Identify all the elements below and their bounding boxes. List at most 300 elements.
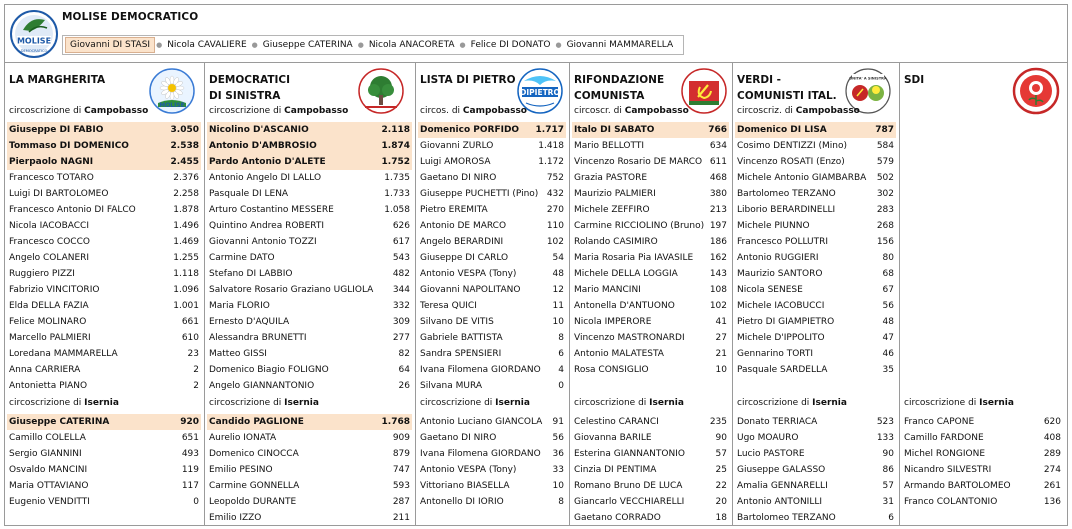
candidate-row [418,346,566,362]
candidate-row [418,478,566,494]
party-column-idv [416,63,570,526]
candidate-votes: 48 [552,269,564,279]
party-column-rc [570,63,733,526]
candidate-name: Elda DELLA FAZIA [9,301,89,311]
candidate-votes: 102 [546,237,564,247]
candidate-row [572,202,729,218]
candidate-votes: 57 [882,481,894,491]
candidate-name: Ivana Filomena GIORDANO [420,449,541,459]
candidate-row [735,138,896,154]
party-name-line: DEMOCRATICI [209,74,291,86]
oak-tree-logo-icon [357,67,405,115]
candidate-name: Domenico DI LISA [737,125,827,135]
candidate-votes: 261 [1043,481,1061,491]
candidate-row [418,330,566,346]
candidate-votes: 332 [392,301,410,311]
candidate-votes: 634 [709,141,727,151]
candidate-row [7,314,201,330]
candidate-row [207,250,412,266]
candidate-row [207,170,412,186]
candidate-row [735,314,896,330]
candidate-row [572,234,729,250]
circoscrizione-place: Campobasso [284,106,349,116]
candidate-name: Angelo GIANNANTONIO [209,381,315,391]
candidate-row [735,122,896,138]
candidate-name: Antonio ANTONILLI [737,497,823,507]
campobasso-candidate-list [572,122,729,378]
candidate-row [418,122,566,138]
candidate-name: Gaetano DI NIRO [420,173,497,183]
candidate-name: Lucio PASTORE [737,449,805,459]
party-name-line: DI SINISTRA [209,90,281,102]
circoscrizione-place: Campobasso [624,106,689,116]
party-name-line: LISTA DI PIETRO [420,74,516,86]
candidate-votes: 651 [181,433,199,443]
party-name [420,72,516,88]
candidate-row [572,414,729,430]
separator-dot-icon: ● [459,41,466,49]
candidate-votes: 593 [392,481,410,491]
candidate-row [7,234,201,250]
candidate-row [7,462,201,478]
candidate-name: Pasquale DI LENA [209,189,289,199]
candidate-row [7,170,201,186]
candidate-name: Michele D'IPPOLITO [737,333,825,343]
candidate-name: Liborio BERARDINELLI [737,205,836,215]
candidate-row [735,462,896,478]
candidate-name: Italo DI SABATO [574,125,655,135]
candidate-name: Ruggiero PIZZI [9,269,75,279]
candidate-votes: 35 [882,365,894,375]
candidate-row [572,346,729,362]
candidate-name: Antonietta PIANO [9,381,88,391]
candidate-row [572,138,729,154]
candidate-row [572,298,729,314]
candidate-votes: 162 [709,253,727,263]
circoscrizione-label [9,106,148,116]
candidate-row [735,362,896,378]
candidate-votes: 1.172 [538,157,564,167]
candidate-votes: 493 [181,449,199,459]
candidate-votes: 1.096 [173,285,199,295]
candidate-votes: 283 [876,205,894,215]
candidate-votes: 611 [709,157,727,167]
candidate-votes: 67 [882,285,894,295]
candidate-row [735,170,896,186]
candidate-row [7,218,201,234]
candidate-name: Ivana Filomena GIORDANO [420,365,541,375]
candidate-row [207,122,412,138]
candidate-name: Giovanni Antonio TOZZI [209,237,317,247]
candidate-name: Osvaldo MANCINI [9,465,88,475]
candidate-votes: 86 [882,465,894,475]
candidate-row [902,446,1063,462]
candidate-name: Antonio VESPA (Tony) [420,465,517,475]
candidate-row [418,282,566,298]
candidate-votes: 1.878 [173,205,199,215]
candidate-name: Stefano DI LABBIO [209,269,293,279]
candidate-name: Antonio Luciano GIANCOLA [420,417,543,427]
candidate-votes: 68 [882,269,894,279]
candidate-name: Giuseppe PUCHETTI (Pino) [420,189,539,199]
candidate-name: Nicola SENESE [737,285,803,295]
circoscrizione-label [737,398,847,408]
candidate-votes: 1.496 [173,221,199,231]
candidate-name: Francesco TOTARO [9,173,94,183]
candidate-name: Nicolino D'ASCANIO [209,125,309,135]
candidate-name: Antonio DE MARCO [420,221,507,231]
svg-text:DIPIETRO: DIPIETRO [520,88,560,97]
candidate-votes: 27 [715,333,727,343]
circoscrizione-prefix: circoscrizione di [209,398,285,408]
candidate-votes: 1.768 [381,417,410,427]
candidate-votes: 26 [398,381,410,391]
candidate-votes: 136 [1043,497,1061,507]
candidate-row [735,202,896,218]
candidate-row [418,414,566,430]
candidate-name: Amalia GENNARELLI [737,481,828,491]
candidate-name: Domenico Biagio FOLIGNO [209,365,329,375]
candidate-name: Gennarino TORTI [737,349,814,359]
circoscrizione-label [9,398,119,408]
isernia-candidate-list [418,414,566,510]
candidate-row [207,330,412,346]
candidate-name: Pasquale SARDELLA [737,365,828,375]
candidate-name: Aurelio IONATA [209,433,277,443]
party-name-line: COMUNISTI ITAL. [737,90,837,102]
president-candidate: Nicola CAVALIERE [167,40,247,50]
candidate-row [735,414,896,430]
candidate-votes: 2 [193,381,199,391]
candidate-row [207,414,412,430]
campobasso-candidate-list [207,122,412,394]
candidate-name: Bartolomeo TERZANO [737,189,836,199]
circoscrizione-place: Campobasso [84,106,149,116]
candidate-row [207,314,412,330]
circoscrizione-place: Campobasso [462,106,527,116]
candidate-votes: 1.874 [381,141,410,151]
candidate-name: Giovanni ZURLO [420,141,494,151]
circoscrizione-place: Isernia [649,398,684,408]
party-column-sdi [900,63,1067,526]
candidate-row [7,446,201,462]
candidate-votes: 82 [398,349,410,359]
party-column-ds [205,63,416,526]
candidate-name: Domenico CINOCCA [209,449,299,459]
circoscrizione-prefix: circoscr. di [574,106,625,116]
coalition-title: MOLISE DEMOCRATICO [62,11,199,23]
candidate-name: Nicola IACOBACCI [9,221,89,231]
candidate-row [207,494,412,510]
candidate-row [7,122,201,138]
logo-text-bottom: DEMOCRATICO [20,49,48,53]
candidate-name: Sergio GIANNINI [9,449,82,459]
candidate-name: Carmine GONNELLA [209,481,300,491]
candidate-votes: 661 [181,317,199,327]
circoscrizione-label [209,106,348,116]
candidate-votes: 117 [181,481,199,491]
candidate-row [735,430,896,446]
candidate-name: Bartolomeo TERZANO [737,513,836,523]
candidate-row [7,282,201,298]
candidate-row [572,430,729,446]
candidate-name: Maria OTTAVIANO [9,481,89,491]
candidate-votes: 408 [1043,433,1061,443]
candidate-row [418,266,566,282]
candidate-votes: 579 [876,157,894,167]
candidate-row [572,462,729,478]
candidate-row [572,170,729,186]
candidate-name: Francesco POLLUTRI [737,237,829,247]
candidate-votes: 309 [392,317,410,327]
party-name-line: COMUNISTA [574,90,645,102]
candidate-row [418,202,566,218]
candidate-votes: 90 [882,449,894,459]
candidate-votes: 46 [882,349,894,359]
candidate-votes: 8 [558,333,564,343]
candidate-name: Cosimo DENTIZZI (Mino) [737,141,847,151]
coalition-header [5,5,1067,63]
candidate-votes: 57 [715,449,727,459]
candidate-votes: 523 [876,417,894,427]
candidate-row [735,346,896,362]
candidate-name: Teresa QUICI [420,301,477,311]
candidate-votes: 25 [715,465,727,475]
candidate-name: Quintino Andrea ROBERTI [209,221,325,231]
candidate-row [572,510,729,526]
candidate-votes: 468 [709,173,727,183]
candidate-name: Franco COLANTONIO [904,497,998,507]
party-name [574,72,664,104]
circoscrizione-place: Campobasso [795,106,860,116]
candidate-votes: 277 [392,333,410,343]
candidate-row [207,346,412,362]
candidate-votes: 10 [715,365,727,375]
candidate-votes: 186 [709,237,727,247]
candidate-row [7,138,201,154]
candidate-row [572,330,729,346]
separator-dot-icon: ● [555,41,562,49]
candidate-votes: 110 [546,221,564,231]
president-candidate: Giuseppe CATERINA [262,40,353,50]
svg-text:UNITA' A SINISTRA: UNITA' A SINISTRA [849,76,887,81]
candidate-votes: 287 [392,497,410,507]
candidate-name: Antonio D'AMBROSIO [209,141,317,151]
candidate-row [735,330,896,346]
candidate-votes: 1.058 [384,205,410,215]
president-candidate: Giovanni MAMMARELLA [566,40,674,50]
candidate-name: Marcello PALMIERI [9,333,91,343]
candidate-row [902,478,1063,494]
candidate-row [7,478,201,494]
candidate-row [418,170,566,186]
candidate-votes: 1.469 [173,237,199,247]
candidate-row [572,314,729,330]
candidate-votes: 143 [709,269,727,279]
candidate-name: Antonio VESPA (Tony) [420,269,517,279]
candidate-row [207,378,412,394]
candidate-row [7,494,201,510]
candidate-name: Rosa CONSIGLIO [574,365,649,375]
candidate-name: Eugenio VENDITTI [9,497,90,507]
candidate-row [902,462,1063,478]
candidate-name: Ernesto D'AQUILA [209,317,290,327]
candidate-name: Silvana MURA [420,381,483,391]
candidate-votes: 620 [1043,417,1061,427]
candidate-name: Alessandra BRUNETTI [209,333,307,343]
candidate-name: Pietro EREMITA [420,205,488,215]
circoscrizione-prefix: circoscrizione di [209,106,285,116]
circoscrizione-prefix: circoscrizione di [9,398,85,408]
candidate-votes: 4 [558,365,564,375]
candidate-row [7,346,201,362]
candidate-name: Tommaso DI DOMENICO [9,141,129,151]
candidate-row [572,446,729,462]
candidate-votes: 274 [1043,465,1061,475]
candidate-row [207,462,412,478]
candidate-name: Celestino CARANCI [574,417,659,427]
circoscrizione-place: Isernia [812,398,847,408]
candidate-row [207,266,412,282]
party-name [9,72,105,88]
candidate-votes: 879 [392,449,410,459]
candidate-votes: 2.376 [173,173,199,183]
candidate-row [735,186,896,202]
candidate-row [418,446,566,462]
candidate-name: Giovanni NAPOLITANO [420,285,521,295]
candidate-votes: 482 [392,269,410,279]
candidate-row [418,154,566,170]
candidate-row [735,494,896,510]
circoscrizione-prefix: circoscrizione di [904,398,980,408]
candidate-row [7,414,201,430]
circoscrizione-prefix: circoscrizione di [737,398,813,408]
candidate-name: Matteo GISSI [209,349,267,359]
candidate-votes: 56 [882,301,894,311]
candidate-row [418,186,566,202]
rose-logo-icon [1012,67,1060,115]
candidate-name: Vittoriano BIASELLA [420,481,510,491]
candidate-votes: 2.455 [170,157,199,167]
circoscrizione-prefix: circoscrizione di [574,398,650,408]
candidate-row [735,478,896,494]
candidate-name: Rolando CASIMIRO [574,237,658,247]
candidate-name: Maria FLORIO [209,301,270,311]
candidate-row [207,186,412,202]
isernia-candidate-list [207,414,412,526]
candidate-votes: 302 [876,189,894,199]
candidate-row [418,430,566,446]
candidate-votes: 2.258 [173,189,199,199]
candidate-row [418,494,566,510]
candidate-name: Mario MANCINI [574,285,641,295]
circoscrizione-place: Isernia [284,398,319,408]
separator-dot-icon: ● [156,41,163,49]
candidate-name: Emilio IZZO [209,513,262,523]
candidate-row [572,282,729,298]
results-table [4,4,1068,526]
candidate-name: Donato TERRIACA [737,417,818,427]
candidate-votes: 543 [392,253,410,263]
president-candidates-bar [62,35,684,55]
candidate-row [572,250,729,266]
candidate-votes: 156 [876,237,894,247]
candidate-votes: 0 [558,381,564,391]
candidate-name: Mario BELLOTTI [574,141,644,151]
candidate-row [418,378,566,394]
candidate-name: Antonio MALATESTA [574,349,664,359]
candidate-row [418,138,566,154]
candidate-votes: 617 [392,237,410,247]
candidate-row [735,154,896,170]
candidate-name: Antonello DI IORIO [420,497,504,507]
candidate-name: Ugo MOAURO [737,433,799,443]
candidate-votes: 211 [392,513,410,523]
circoscrizione-label [420,106,527,116]
candidate-row [7,266,201,282]
candidate-row [207,446,412,462]
candidate-votes: 787 [875,125,894,135]
party-name-line: VERDI - [737,74,782,86]
candidate-name: Luigi DI BARTOLOMEO [9,189,109,199]
candidate-row [207,298,412,314]
candidate-name: Antonio Angelo DI LALLO [209,173,322,183]
candidate-row [207,202,412,218]
candidate-name: Gaetano CORRADO [574,513,661,523]
candidate-row [735,250,896,266]
candidate-name: Domenico PORFIDO [420,125,520,135]
candidate-votes: 12 [552,285,564,295]
candidate-name: Angelo COLANERI [9,253,90,263]
candidate-name: Giovanna BARILE [574,433,652,443]
party-name [209,72,290,104]
candidate-name: Michele IACOBUCCI [737,301,825,311]
candidate-row [7,202,201,218]
candidate-name: Maria Rosaria Pia IAVASILE [574,253,694,263]
candidate-row [902,494,1063,510]
candidate-votes: 56 [552,433,564,443]
candidate-row [572,186,729,202]
candidate-votes: 8 [558,497,564,507]
candidate-votes: 133 [876,433,894,443]
candidate-name: Esterina GIANNANTONIO [574,449,685,459]
candidate-votes: 90 [715,433,727,443]
candidate-votes: 1.733 [384,189,410,199]
candidate-votes: 909 [392,433,410,443]
candidate-votes: 21 [715,349,727,359]
circoscrizione-label [574,106,689,116]
isernia-candidate-list [902,414,1063,510]
candidate-votes: 47 [882,333,894,343]
party-column-verdi [733,63,900,526]
candidate-name: Michele Antonio GIAMBARBA [737,173,867,183]
candidate-row [735,510,896,526]
candidate-name: Felice MOLINARO [9,317,87,327]
candidate-name: Anna CARRIERA [9,365,81,375]
candidate-name: Giuseppe CATERINA [9,417,110,427]
separator-dot-icon: ● [251,41,258,49]
candidate-row [735,446,896,462]
candidate-name: Maurizio SANTORO [737,269,823,279]
candidate-name: Luigi AMOROSA [420,157,491,167]
candidate-name: Arturo Costantino MESSERE [209,205,334,215]
candidate-row [418,250,566,266]
candidate-name: Carmine RICCIOLINO (Bruno) [574,221,705,231]
candidate-row [572,154,729,170]
candidate-name: Pietro DI GIAMPIETRO [737,317,835,327]
candidate-name: Salvatore Rosario Graziano UGLIOLA [209,285,374,295]
circoscrizione-prefix: circoscriz. di [737,106,796,116]
